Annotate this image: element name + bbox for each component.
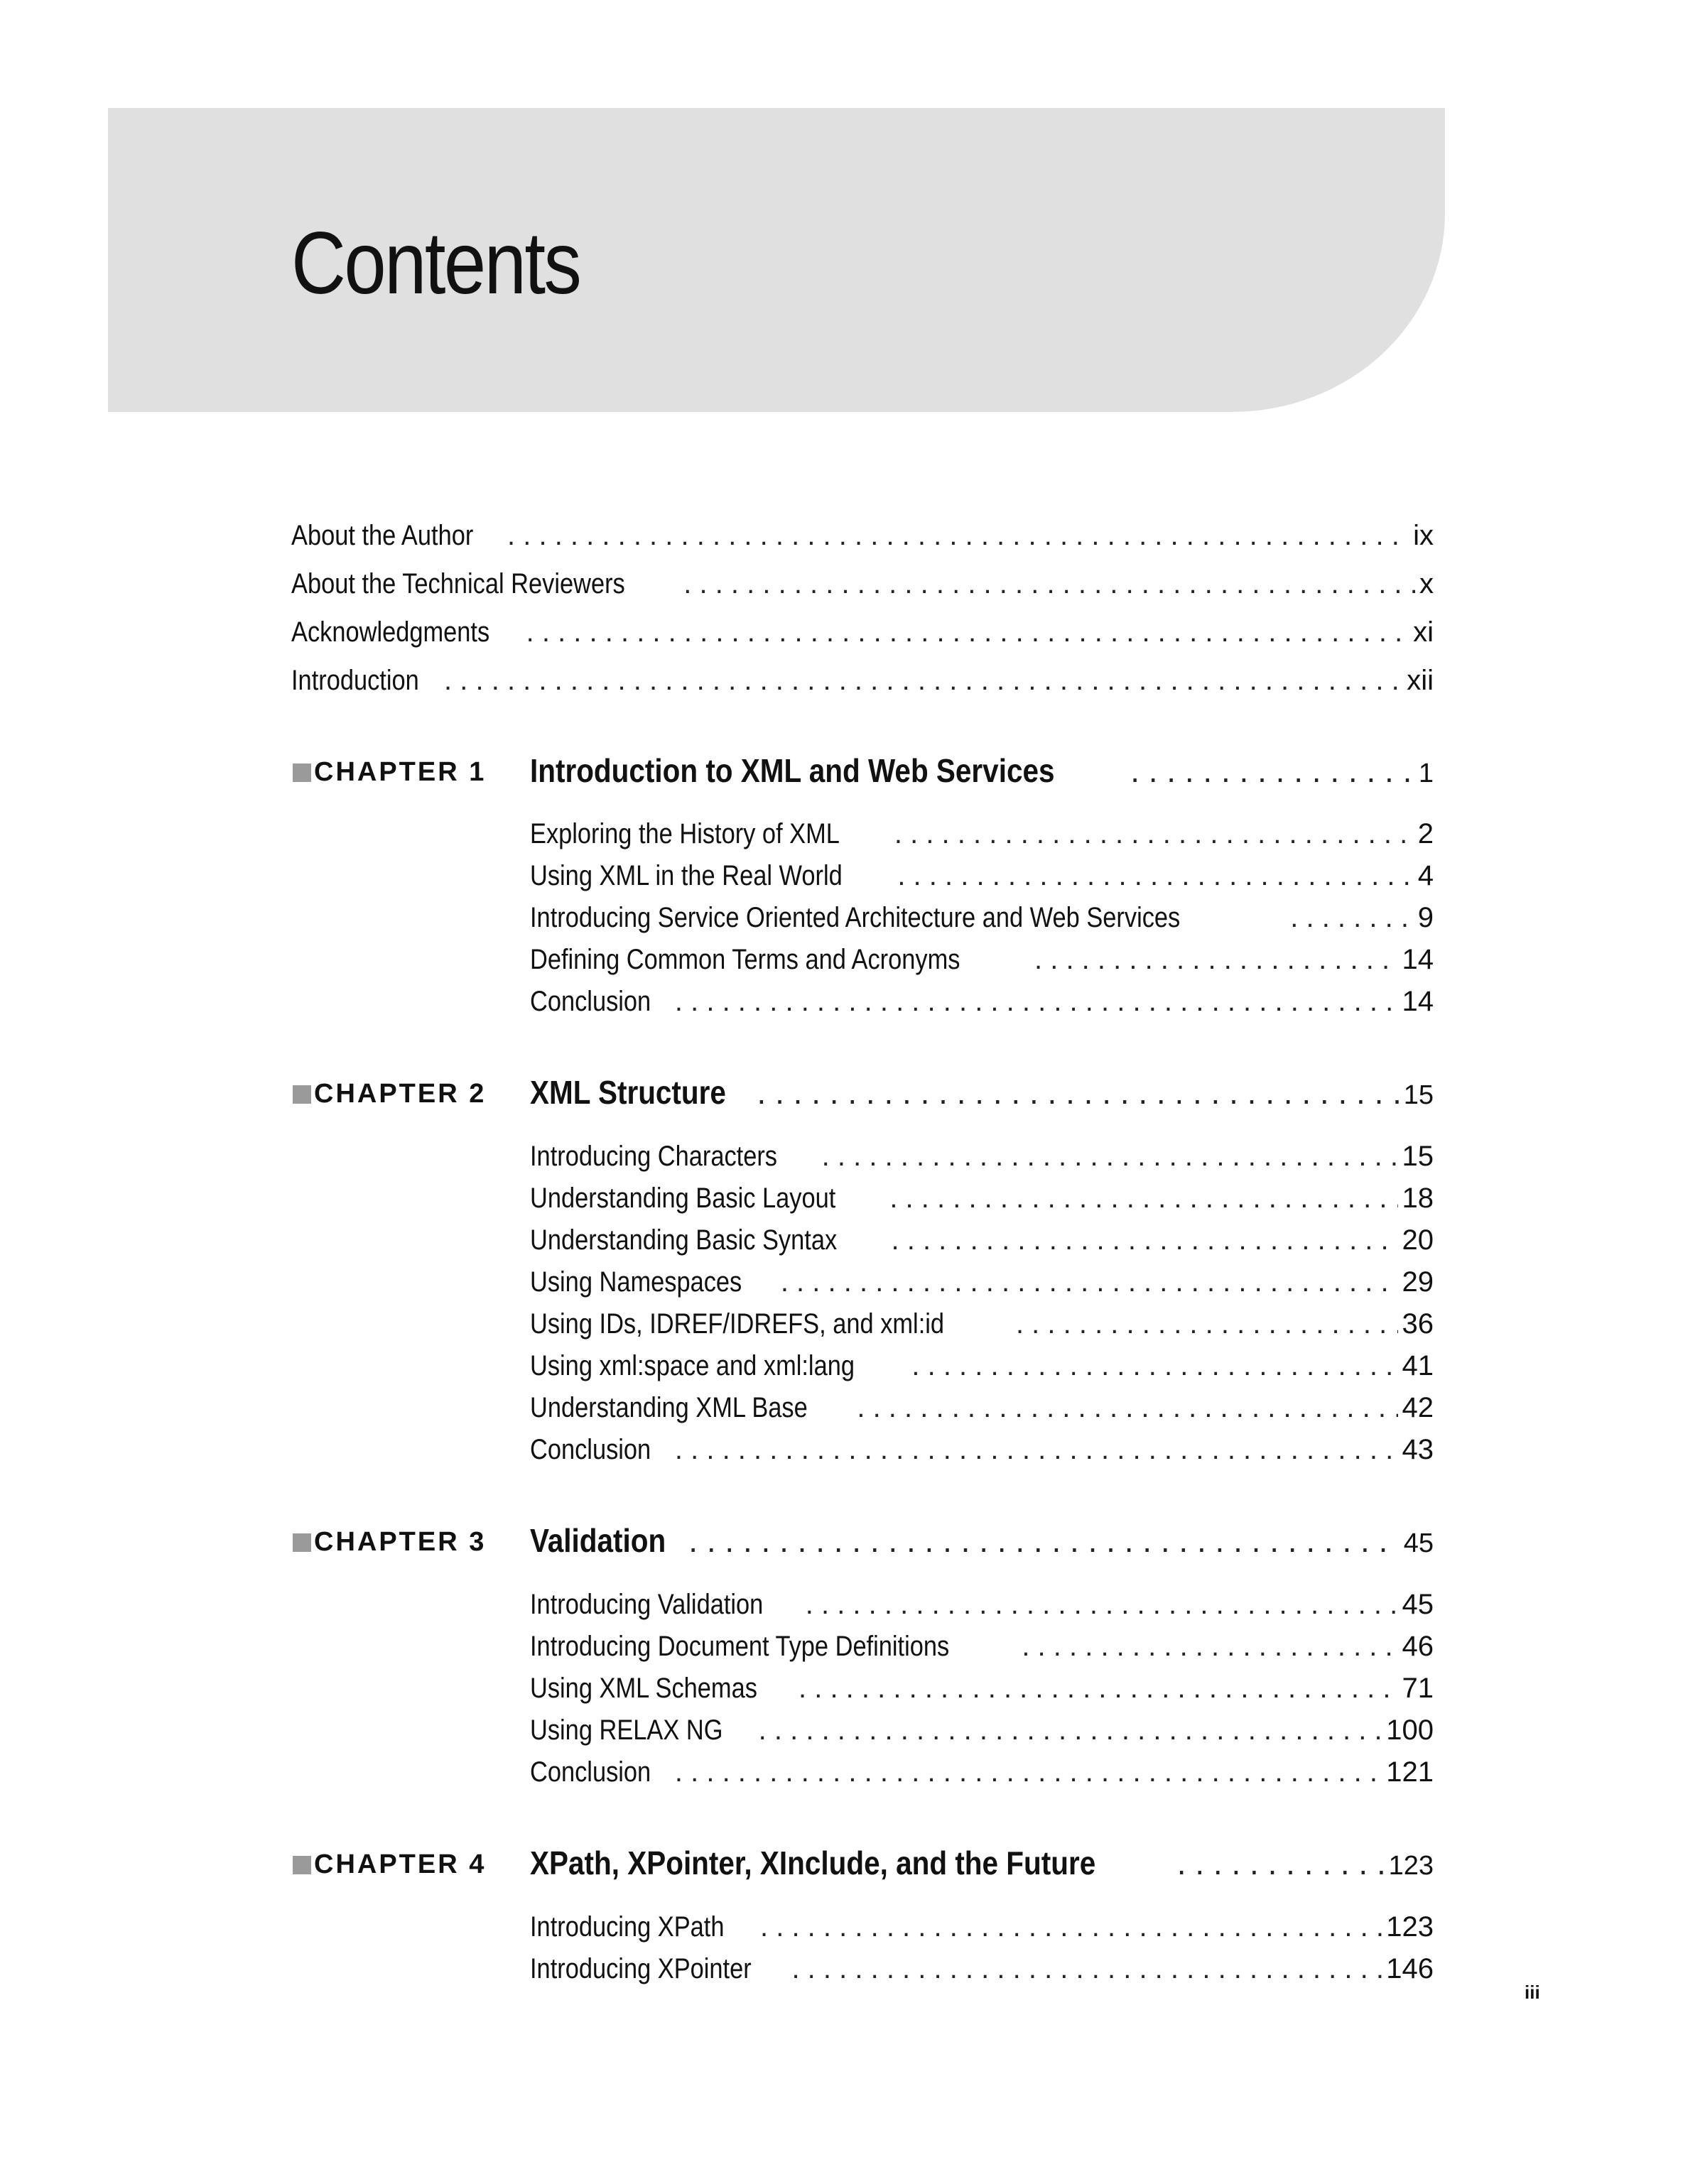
toc-entry-page: 14 (1402, 944, 1434, 975)
leader-dots (1022, 1631, 1397, 1663)
toc-section-entry[interactable] (530, 1183, 1434, 1215)
chapter-number: CHAPTER 4 (314, 1849, 487, 1879)
toc-entry-label: Understanding Basic Syntax (530, 1224, 838, 1256)
toc-entry-page: 123 (1386, 1911, 1434, 1943)
chapter-marker-icon (293, 1856, 311, 1874)
chapter-label (293, 757, 486, 788)
toc-entry-label: Introducing Document Type Definitions (530, 1631, 950, 1662)
toc-section-entry[interactable] (530, 1266, 1434, 1298)
toc-section-entry[interactable] (530, 902, 1434, 934)
toc-entry-page: 46 (1402, 1631, 1434, 1662)
toc-entry-label: Introducing Validation (530, 1589, 764, 1620)
toc-entry-page: 18 (1402, 1183, 1434, 1214)
leader-dots (1034, 944, 1398, 976)
leader-dots (897, 860, 1413, 892)
chapter-marker-icon (293, 1085, 311, 1104)
chapter-title: Validation (530, 1522, 666, 1559)
toc-entry-page: ix (1413, 520, 1434, 551)
toc-entry-label: Using Namespaces (530, 1266, 742, 1298)
leader-dots (892, 1224, 1398, 1256)
toc-section-entry[interactable] (530, 1953, 1434, 1985)
toc-entry-page: 29 (1402, 1266, 1434, 1298)
toc-entry-page: 9 (1417, 902, 1434, 933)
toc-entry-label: Introducing Characters (530, 1141, 778, 1172)
toc-entry-label: About the Author (291, 520, 474, 551)
toc-entry-page: 100 (1386, 1715, 1434, 1746)
toc-section-entry[interactable] (530, 1141, 1434, 1173)
toc-entry-label: Introducing XPath (530, 1911, 725, 1943)
toc-entry-page: xii (1407, 665, 1434, 696)
toc-entry-introduction[interactable] (291, 665, 1434, 697)
chapter-title-entry[interactable] (530, 1073, 1434, 1112)
chapter-label (293, 1849, 486, 1880)
leader-dots (791, 1953, 1382, 1985)
chapter-page: 1 (1418, 759, 1434, 788)
toc-section-entry[interactable] (530, 1392, 1434, 1424)
chapter-number: CHAPTER 3 (314, 1527, 487, 1557)
toc-entry-label: Introducing XPointer (530, 1953, 752, 1984)
chapter-label (293, 1527, 486, 1558)
leader-dots (757, 1073, 1400, 1112)
chapter-page: 45 (1403, 1528, 1434, 1558)
chapter-label (293, 1079, 486, 1109)
toc-section-entry[interactable] (530, 1308, 1434, 1340)
leader-dots (1177, 1844, 1385, 1882)
toc-section-entry[interactable] (530, 1756, 1434, 1788)
page-folio: iii (1525, 1982, 1540, 2003)
toc-entry-label: Conclusion (530, 1434, 651, 1465)
leader-dots (759, 1715, 1382, 1746)
leader-dots (683, 568, 1415, 600)
toc-section-entry[interactable] (530, 944, 1434, 976)
toc-entry-page: 45 (1402, 1589, 1434, 1620)
toc-entry-page: xi (1413, 616, 1434, 648)
toc-entry-page: 121 (1386, 1756, 1434, 1788)
toc-entry-label: Defining Common Terms and Acronyms (530, 944, 960, 975)
page-title: Contents (291, 214, 580, 313)
toc-section-entry[interactable] (530, 1589, 1434, 1621)
leader-dots (1290, 902, 1414, 934)
toc-entry-page: 36 (1402, 1308, 1434, 1340)
toc-entry-page: 15 (1402, 1141, 1434, 1172)
toc-entry-page: x (1419, 568, 1434, 599)
toc-section-entry[interactable] (530, 1911, 1434, 1943)
toc-entry-label: Using XML Schemas (530, 1673, 757, 1704)
leader-dots (799, 1673, 1398, 1705)
toc-section-entry[interactable] (530, 1350, 1434, 1382)
leader-dots (1016, 1308, 1398, 1340)
toc-entry-about-author[interactable] (291, 520, 1434, 552)
toc-section-entry[interactable] (530, 1224, 1434, 1256)
leader-dots (507, 520, 1409, 552)
toc-entry-label: Understanding Basic Layout (530, 1183, 836, 1214)
toc-entry-label: Using XML in the Real World (530, 860, 843, 891)
leader-dots (806, 1589, 1398, 1621)
toc-entry-page: 41 (1402, 1350, 1434, 1381)
chapter-title-entry[interactable] (530, 1521, 1434, 1560)
leader-dots (675, 1756, 1382, 1788)
toc-section-entry[interactable] (530, 1715, 1434, 1746)
toc-entry-page: 4 (1417, 860, 1434, 891)
leader-dots (444, 665, 1402, 697)
toc-section-entry[interactable] (530, 986, 1434, 1018)
leader-dots (889, 1183, 1397, 1215)
leader-dots (781, 1266, 1398, 1298)
toc-entry-label: Understanding XML Base (530, 1392, 808, 1423)
toc-entry-page: 42 (1402, 1392, 1434, 1423)
chapter-marker-icon (293, 1533, 311, 1552)
toc-section-entry[interactable] (530, 860, 1434, 892)
toc-section-entry[interactable] (530, 1673, 1434, 1705)
leader-dots (894, 818, 1414, 850)
leader-dots (526, 616, 1409, 648)
toc-entry-technical-reviewers[interactable] (291, 568, 1434, 600)
chapter-title: XML Structure (530, 1074, 726, 1111)
toc-entry-label: Introduction (291, 665, 419, 696)
toc-entry-label: Conclusion (530, 1756, 651, 1788)
toc-entry-label: Exploring the History of XML (530, 818, 840, 849)
toc-entry-label: About the Technical Reviewers (291, 568, 625, 599)
chapter-number: CHAPTER 1 (314, 757, 487, 787)
toc-entry-acknowledgments[interactable] (291, 616, 1434, 648)
toc-section-entry[interactable] (530, 1631, 1434, 1663)
toc-entry-page: 71 (1402, 1673, 1434, 1704)
leader-dots (760, 1911, 1382, 1943)
toc-entry-page: 146 (1386, 1953, 1434, 1984)
chapter-title-entry[interactable] (530, 1844, 1434, 1882)
leader-dots (857, 1392, 1397, 1424)
chapter-title-entry[interactable] (530, 751, 1434, 790)
toc-entry-page: 43 (1402, 1434, 1434, 1465)
toc-entry-page: 2 (1417, 818, 1434, 849)
toc-entry-label: Using IDs, IDREF/IDREFS, and xml:id (530, 1308, 945, 1340)
chapter-page: 15 (1403, 1080, 1434, 1110)
toc-entry-page: 20 (1402, 1224, 1434, 1256)
toc-entry-label: Using RELAX NG (530, 1715, 723, 1746)
chapter-title: XPath, XPointer, XInclude, and the Future (530, 1845, 1096, 1881)
leader-dots (1130, 751, 1414, 790)
leader-dots (675, 1434, 1398, 1466)
toc-entry-page: 14 (1402, 986, 1434, 1017)
leader-dots (822, 1141, 1398, 1173)
leader-dots (911, 1350, 1397, 1382)
toc-entry-label: Using xml:space and xml:lang (530, 1350, 855, 1381)
chapter-title: Introduction to XML and Web Services (530, 752, 1055, 789)
toc-entry-label: Conclusion (530, 986, 651, 1017)
toc-section-entry[interactable] (530, 1434, 1434, 1466)
toc-section-entry[interactable] (530, 818, 1434, 850)
leader-dots (675, 986, 1398, 1018)
chapter-number: CHAPTER 2 (314, 1079, 487, 1109)
toc-entry-label: Acknowledgments (291, 616, 490, 648)
leader-dots (688, 1521, 1399, 1560)
chapter-page: 123 (1388, 1851, 1434, 1881)
chapter-marker-icon (293, 764, 311, 782)
toc-entry-label: Introducing Service Oriented Architecture and Web Services (530, 902, 1181, 933)
